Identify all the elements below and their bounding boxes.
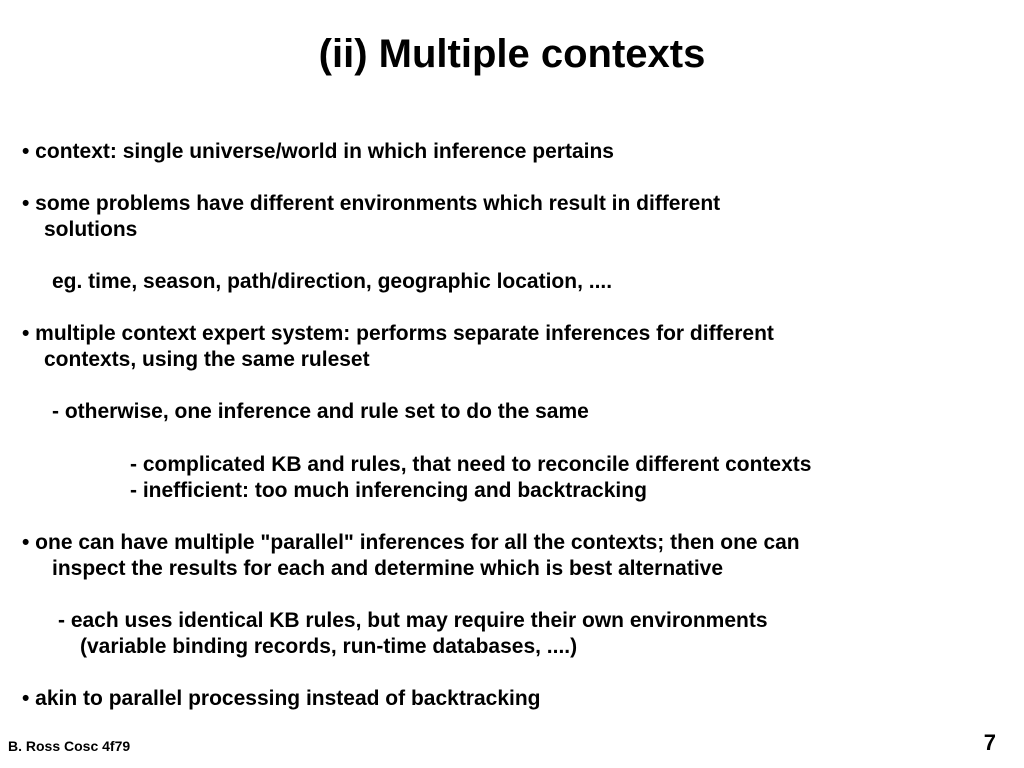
sub-point-otherwise: - otherwise, one inference and rule set to do the same: [52, 400, 589, 423]
slide-title: (ii) Multiple contexts: [318, 32, 706, 76]
bullet-multiple-context-cont: contexts, using the same ruleset: [44, 348, 370, 371]
bullet-parallel: • one can have multiple "parallel" inferences for all the contexts; then one can: [22, 531, 800, 554]
sub-point-identical-kb: - each uses identical KB rules, but may require their own environments: [58, 609, 768, 632]
example-line: eg. time, season, path/direction, geographic location, ....: [52, 270, 613, 293]
bullet-parallel-cont: inspect the results for each and determine which is best alternative: [52, 557, 724, 580]
page-number: 7: [983, 730, 996, 755]
bullet-multiple-context: • multiple context expert system: performs separate inferences for different: [22, 322, 774, 345]
sub-point-identical-kb-cont: (variable binding records, run-time databases, ....): [80, 635, 578, 658]
bullet-problems-cont: solutions: [44, 218, 138, 241]
sub-sub-point-inefficient: - inefficient: too much inferencing and backtracking: [130, 479, 647, 502]
bullet-problems: • some problems have different environments which result in different: [22, 192, 721, 215]
bullet-parallel-processing: • akin to parallel processing instead of backtracking: [22, 687, 541, 710]
bullet-context: • context: single universe/world in which inference pertains: [22, 140, 614, 163]
footer-author-course: B. Ross Cosc 4f79: [8, 738, 131, 754]
sub-sub-point-complicated: - complicated KB and rules, that need to reconcile different contexts: [130, 453, 812, 476]
